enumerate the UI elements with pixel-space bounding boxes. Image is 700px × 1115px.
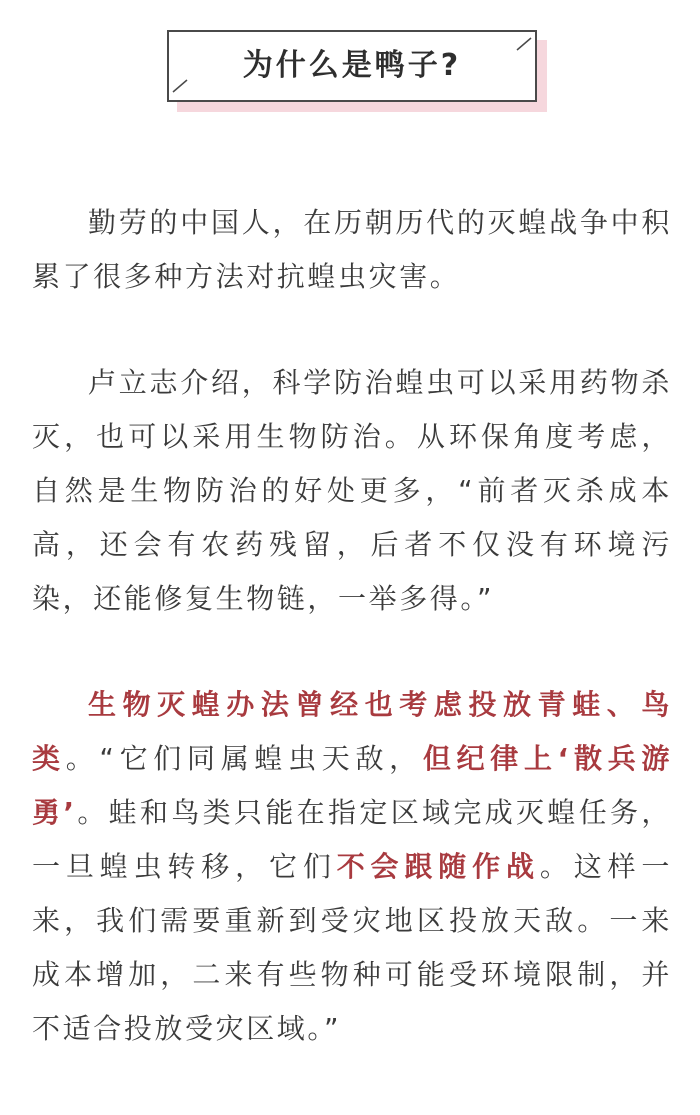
highlight-text-2: 但纪律上‘散兵游勇’ [32, 742, 673, 829]
paragraph-3-text-3: 。这样一来，我们需要重新到受灾地区投放天敌。一来成本增加，二来有些物种可能受环境限制，并不适合投放受灾区域。” [32, 850, 673, 1045]
paragraph-2: 卢立志介绍，科学防治蝗虫可以采用药物杀灭，也可以采用生物防治。从环保角度考虑，自然是生物防治的好处更多，“前者灭杀成本高，还会有农药残留，后者不仅没有环境污染，还能修复生物链，一举多得。” [32, 366, 672, 615]
highlight-text-3: 不会跟随作战 [336, 850, 540, 883]
section-heading [167, 30, 547, 112]
highlight-text-1: 生物灭蝗办法曾经也考虑投放青蛙、鸟类 [32, 688, 672, 775]
paragraph-3-text-2: 。蛙和鸟类只能在指定区域完成灭蝗任务，一旦蝗虫转移，它们 [32, 796, 672, 883]
paragraph-3-text-1: 。“它们同属蝗虫天敌， [65, 742, 423, 775]
paragraph-1: 勤劳的中国人，在历朝历代的灭蝗战争中积累了很多种方法对抗蝗虫灾害。 [32, 206, 672, 293]
heading-title: 为什么是鸭子? [242, 48, 462, 83]
paragraph-3 [32, 678, 672, 1056]
article-body [32, 196, 672, 1108]
